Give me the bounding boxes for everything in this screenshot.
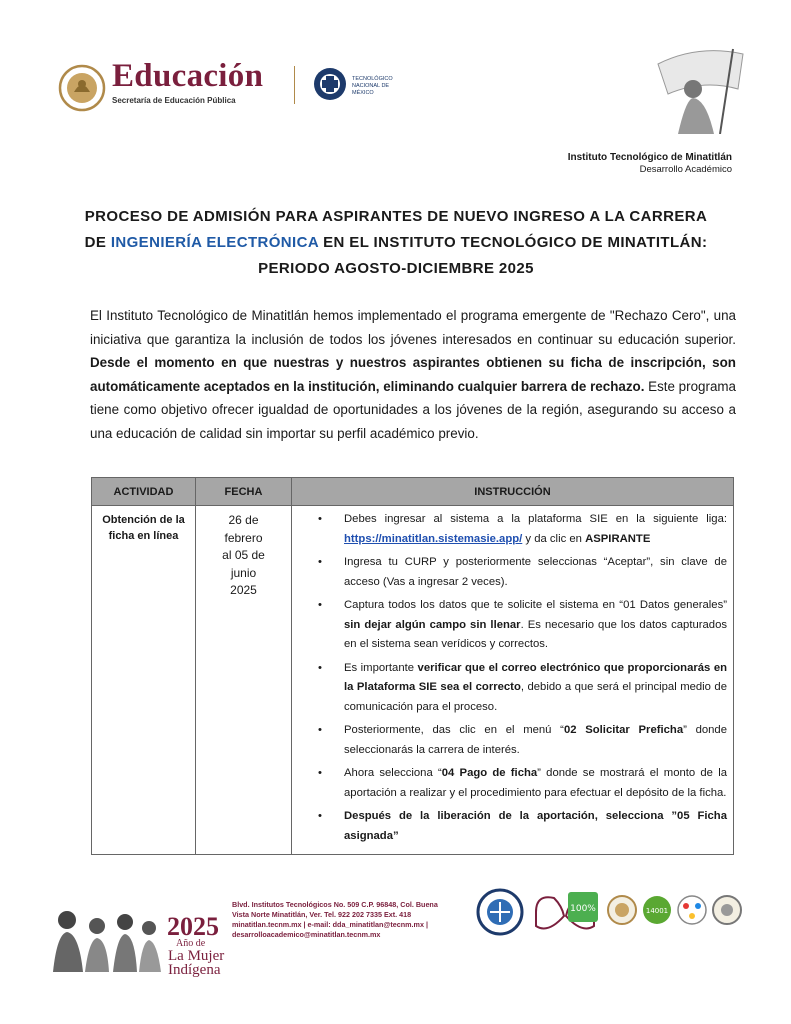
- brand-subtitle: Secretaría de Educación Pública: [112, 96, 236, 105]
- date-line: al 05 de: [222, 548, 265, 562]
- iso-label: 14001: [645, 907, 669, 915]
- list-item: [296, 807, 727, 846]
- list-item: [296, 553, 727, 592]
- document-title: [60, 204, 732, 282]
- contact-address: [232, 900, 472, 940]
- list-item: [296, 659, 727, 718]
- year-subtitle: Año de: [176, 938, 206, 949]
- list-item: [296, 764, 727, 803]
- address-line: desarrolloacademico@minatitlan.tecnm.mx: [232, 930, 381, 939]
- quality-badge: [711, 886, 743, 942]
- brand-wordmark: Educación: [112, 58, 264, 94]
- list-item: [296, 721, 727, 760]
- date-line: 2025: [230, 583, 257, 597]
- date-line: 26 de: [228, 513, 259, 527]
- list-item: [296, 510, 727, 549]
- header-instruction: INSTRUCCIÓN: [292, 478, 734, 506]
- step-text: Ingresa tu CURP y posteriormente seleccionas “Aceptar”, sin clave de acceso (Vas a ingresar 2 veces).: [344, 556, 727, 588]
- intro-bold: Desde el momento en que nuestras y nuestros aspirantes obtienen su ficha de inscripción, son automáticamente aceptados en la institución, eliminando cualquier barrera de rechazo.: [90, 355, 736, 394]
- step-bold: Después de la liberación de la aportación, selecciona ”05 Ficha asignada”: [344, 810, 727, 842]
- intro-paragraph: [90, 304, 736, 445]
- step-text: . Es necesario que los datos capturados en el sistema sean verídicos y correctos.: [344, 618, 727, 650]
- header-divider: [294, 66, 295, 104]
- instruction-cell: [292, 506, 734, 855]
- table-header-row: [92, 478, 734, 506]
- svg-text:100%: 100%: [570, 904, 596, 914]
- list-item: [296, 596, 727, 655]
- table-row: [92, 506, 734, 855]
- intro-text-1: El Instituto Tecnológico de Minatitlán hemos implementado el programa emergente de "Rechazo Cero", una iniciativa que garantiza la inclusión de todos los jóvenes interesados en continuar su educación superior.: [90, 308, 736, 347]
- year-label: 2025: [167, 912, 219, 941]
- title-line-2: [60, 230, 732, 256]
- bullet-icon: •: [318, 599, 322, 611]
- date-line: junio: [230, 565, 257, 580]
- heroine-flag-illustration: [648, 44, 748, 134]
- institute-name: Instituto Tecnológico de Minatitlán: [567, 152, 732, 163]
- career-name: INGENIERÍA ELECTRÓNICA: [110, 234, 319, 251]
- step-bold: ASPIRANTE: [585, 532, 651, 545]
- step-text: Debes ingresar al sistema a la plataforma SIE en la siguiente liga:: [344, 513, 727, 525]
- address-line: Vista Norte Minatitlán, Ver. Tel. 922 202 7335 Ext. 418: [232, 910, 412, 919]
- activity-cell: Obtención de la ficha en línea: [92, 506, 196, 855]
- bullet-icon: •: [318, 767, 322, 779]
- step-text: ” donde se mostrará el monto de la aportación a realizar y el procedimiento para efectuar el depósito de la ficha.: [344, 767, 727, 799]
- header-activity: ACTIVIDAD: [92, 478, 196, 506]
- step-text: Es importante: [344, 661, 418, 674]
- date-cell: [196, 506, 292, 855]
- plastic-free-badge: [528, 886, 602, 942]
- tecnm-label: TECNOLÓGICO NACIONAL DE MÉXICO: [352, 76, 393, 96]
- title-suffix: EN EL INSTITUTO TECNOLÓGICO DE MINATITLÁN:: [318, 234, 708, 251]
- step-bold: verificar que el correo electrónico que proporcionarás en la Plataforma SIE sea el correcto: [344, 661, 727, 693]
- step-text: ” donde seleccionarás la carrera de interés.: [344, 724, 728, 756]
- step-bold: 04 Pago de ficha: [441, 767, 538, 779]
- bullet-icon: •: [318, 724, 322, 736]
- step-bold: 02 Solicitar Preficha: [563, 724, 684, 736]
- bullet-icon: •: [318, 556, 322, 568]
- intro-text-2: Este programa tiene como objetivo ofrecer igualdad de oportunidades a los jóvenes de la región, asegurando su acceso a una educación de calidad sin importar su perfil académico previo.: [90, 378, 736, 441]
- date-line: febrero: [224, 530, 263, 545]
- title-line-1: PROCESO DE ADMISIÓN PARA ASPIRANTES DE NUEVO INGRESO A LA CARRERA: [84, 208, 708, 225]
- admission-steps-table: [91, 477, 734, 855]
- step-text: , debido a que será el principal medio de comunicación para el proceso.: [344, 681, 727, 713]
- certification-badge: [606, 886, 638, 942]
- step-text: y da clic en: [522, 532, 586, 545]
- step-bold: sin dejar algún campo sin llenar: [344, 618, 521, 631]
- sie-platform-link[interactable]: https://minatitlan.sistemasie.app/: [344, 532, 523, 545]
- mexico-seal-logo: [58, 64, 106, 112]
- bullet-icon: •: [318, 810, 322, 822]
- indigenous-women-illustration: [45, 900, 165, 972]
- bullet-icon: •: [318, 661, 322, 674]
- bullet-icon: •: [318, 513, 322, 525]
- institute-seal-badge: [476, 886, 524, 942]
- iso-14001-badge: [641, 886, 673, 942]
- address-line: Blvd. Institutos Tecnológicos No. 509 C.P. 96848, Col. Buena: [232, 900, 438, 909]
- title-prefix: DE: [84, 234, 111, 251]
- header-date: FECHA: [196, 478, 292, 506]
- title-period: PERIODO AGOSTO-DICIEMBRE 2025: [258, 260, 534, 277]
- tecnm-logo: [312, 66, 348, 102]
- step-text: Ahora selecciona “: [344, 767, 442, 779]
- step-text: Captura todos los datos que te solicite el sistema en “01 Datos generales”: [344, 599, 727, 611]
- instruction-list: [296, 510, 727, 846]
- address-line: minatitlan.tecnm.mx | e-mail: dda_minatitlan@tecnm.mx |: [232, 920, 428, 929]
- department-name: Desarrollo Académico: [639, 164, 732, 175]
- gender-equality-badge: [676, 886, 708, 942]
- step-text: Posteriormente, das clic en el menú “: [344, 724, 564, 736]
- year-theme: La Mujer Indígena: [168, 948, 225, 978]
